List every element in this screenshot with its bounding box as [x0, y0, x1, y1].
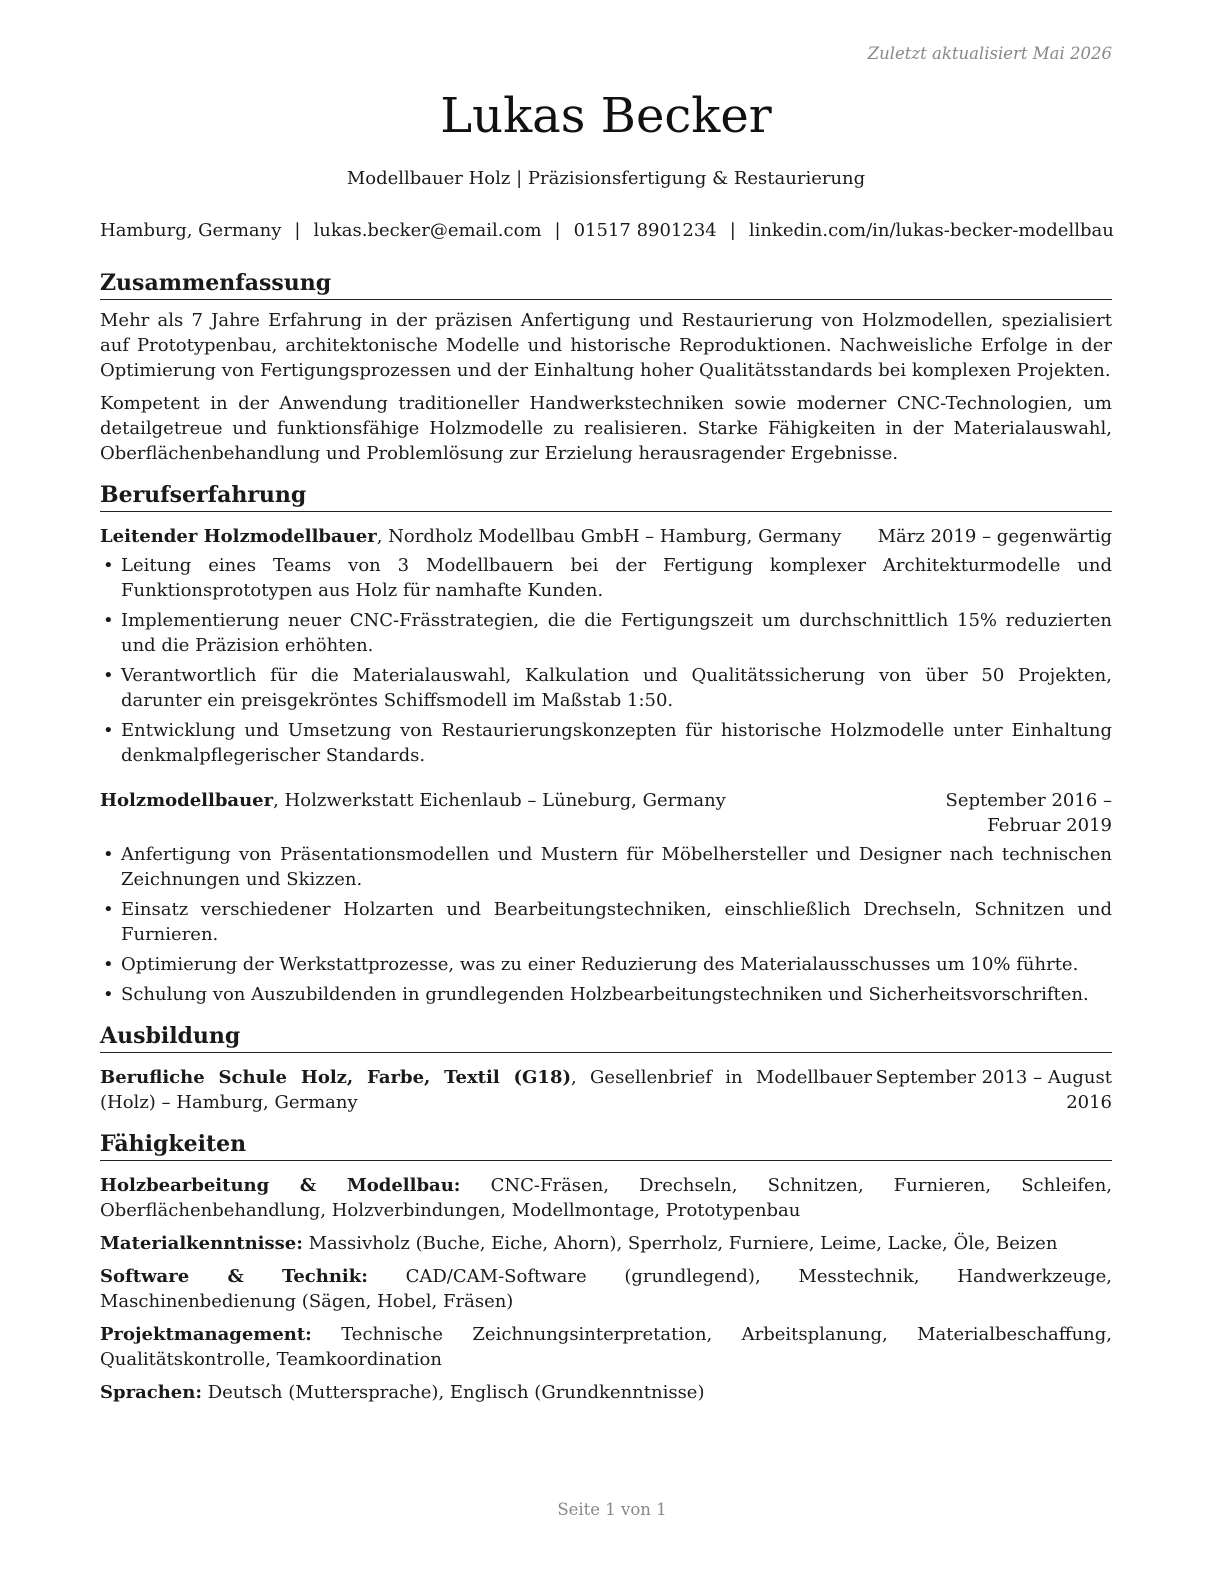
contact-separator: | [294, 220, 301, 241]
education-detail: , Gesellenbrief in Modellbauer (Holz) – Hamburg, Germany [100, 1067, 872, 1113]
bullet-icon: • [103, 844, 114, 865]
contact-separator: | [729, 220, 736, 241]
contact-phone: 01517 8901234 [573, 220, 717, 241]
list-item [100, 718, 1112, 768]
experience-section [100, 480, 1112, 1007]
job-dates: September 2016 – Februar 2019 [945, 790, 1112, 836]
section-title-experience: Berufserfahrung [100, 480, 1112, 512]
bullet-icon: • [103, 720, 114, 741]
list-item [100, 663, 1112, 713]
job-bullets [100, 553, 1112, 768]
bullet-text: Anfertigung von Präsentationsmodellen und Mustern für Möbelhersteller und Designer nach technischen Zeichnungen und Skizzen. [121, 844, 1112, 890]
job-bullets [100, 842, 1112, 1007]
bullet-icon: • [103, 899, 114, 920]
bullet-text: Optimierung der Werkstattprozesse, was zu einer Reduzierung des Materialausschusses um 10% führte. [121, 954, 1079, 975]
education-dates: September 2013 – August 2016 [875, 1067, 1112, 1113]
skill-row [100, 1264, 1112, 1314]
list-item [100, 553, 1112, 603]
bullet-text: Einsatz verschiedener Holzarten und Bearbeitungstechniken, einschließlich Drechseln, Schnitzen und Furnieren. [121, 899, 1112, 945]
contact-line [100, 218, 1112, 244]
skill-value: Deutsch (Muttersprache), Englisch (Grundkenntnisse) [201, 1382, 705, 1403]
job-header [100, 524, 1112, 549]
contact-location: Hamburg, Germany [100, 220, 282, 241]
section-title-education: Ausbildung [100, 1021, 1112, 1053]
education-section [100, 1021, 1112, 1115]
job-entry [100, 788, 1112, 1007]
summary-section [100, 268, 1112, 466]
page-number: Seite 1 von 1 [557, 1500, 667, 1519]
job-entry [100, 524, 1112, 768]
list-item [100, 952, 1112, 977]
last-updated: Zuletzt aktualisiert Mai 2026 [867, 44, 1112, 63]
section-title-skills: Fähigkeiten [100, 1129, 1112, 1161]
bullet-text: Verantwortlich für die Materialauswahl, Kalkulation und Qualitätssicherung von über 50 Projekten, darunter ein preisgekröntes Schiffsmodell im Maßstab 1:50. [121, 665, 1112, 711]
education-entry [100, 1065, 1112, 1115]
contact-linkedin[interactable]: linkedin.com/in/lukas-becker-modellbau [748, 220, 1114, 241]
skill-label: Sprachen: [100, 1382, 202, 1403]
summary-paragraph: Mehr als 7 Jahre Erfahrung in der präzisen Anfertigung und Restaurierung von Holzmodellen, spezialisiert auf Prototypenbau, architektonische Modelle und historische Reproduktionen. Nachweisliche Erfolge in der Optimierung von Fertigungsprozessen und der Einhaltung hoher Qualitätsstandards bei komplexen Projekten. [100, 310, 1112, 381]
job-header [100, 788, 1112, 838]
headline: Modellbauer Holz | Präzisionsfertigung & Restaurierung [346, 168, 866, 189]
skill-label: Projektmanagement: [100, 1324, 312, 1345]
job-dates: März 2019 – gegenwärtig [877, 526, 1112, 547]
bullet-icon: • [103, 954, 114, 975]
bullet-icon: • [103, 555, 114, 576]
job-role: Leitender Holzmodellbauer [100, 526, 377, 547]
list-item [100, 608, 1112, 658]
job-role: Holzmodellbauer [100, 790, 274, 811]
skill-label: Software & Technik: [100, 1266, 368, 1287]
skill-value: CNC-Fräsen, Drechseln, Schnitzen, Furnieren, Schleifen, Oberflächenbehandlung, Holzverbindungen, Modellmontage, Prototypenbau [100, 1175, 1113, 1221]
contact-separator: | [554, 220, 561, 241]
bullet-text: Leitung eines Teams von 3 Modellbauern bei der Fertigung komplexer Architekturmodelle und Funktionsprototypen aus Holz für namhafte Kunden. [121, 555, 1112, 601]
contact-email[interactable]: lukas.becker@email.com [313, 220, 542, 241]
summary-paragraph: Kompetent in der Anwendung traditioneller Handwerkstechniken sowie moderner CNC-Technologien, um detailgetreue und funktionsfähige Holzmodelle zu realisieren. Starke Fähigkeiten in der Materialauswahl, Oberflächenbehandlung und Problemlösung zur Erzielung herausragender Ergebnisse. [100, 393, 1112, 464]
bullet-text: Entwicklung und Umsetzung von Restaurierungskonzepten für historische Holzmodelle unter Einhaltung denkmalpflegerischer Standards. [121, 720, 1112, 766]
skill-row [100, 1231, 1112, 1256]
list-item [100, 842, 1112, 892]
bullet-text: Implementierung neuer CNC-Frässtrategien, die die Fertigungszeit um durchschnittlich 15% reduzierten und die Präzision erhöhten. [121, 610, 1112, 656]
skill-value: Technische Zeichnungsinterpretation, Arbeitsplanung, Materialbeschaffung, Qualitätskontrolle, Teamkoordination [100, 1324, 1112, 1370]
bullet-icon: • [103, 665, 114, 686]
skill-label: Materialkenntnisse: [100, 1233, 303, 1254]
list-item [100, 897, 1112, 947]
skills-section [100, 1129, 1112, 1405]
bullet-icon: • [103, 610, 114, 631]
candidate-name: Lukas Becker [440, 88, 772, 144]
section-title-summary: Zusammenfassung [100, 268, 1112, 300]
skill-row [100, 1380, 1112, 1405]
skill-value: CAD/CAM-Software (grundlegend), Messtechnik, Handwerkzeuge, Maschinenbedienung (Sägen, Hobel, Fräsen) [100, 1266, 1112, 1312]
list-item [100, 982, 1112, 1007]
skill-row [100, 1173, 1112, 1223]
skill-label: Holzbearbeitung & Modellbau: [100, 1175, 461, 1196]
education-school: Berufliche Schule Holz, Farbe, Textil (G18) [100, 1067, 571, 1088]
skill-value: Massivholz (Buche, Eiche, Ahorn), Sperrholz, Furniere, Leime, Lacke, Öle, Beizen [302, 1233, 1058, 1254]
skill-row [100, 1322, 1112, 1372]
job-company: , Holzwerkstatt Eichenlaub – Lüneburg, Germany [273, 790, 726, 811]
bullet-icon: • [103, 984, 114, 1005]
job-company: , Nordholz Modellbau GmbH – Hamburg, Germany [376, 526, 842, 547]
resume-content [100, 268, 1112, 1419]
resume-page [100, 0, 1112, 1584]
bullet-text: Schulung von Auszubildenden in grundlegenden Holzbearbeitungstechniken und Sicherheitsvorschriften. [121, 984, 1089, 1005]
